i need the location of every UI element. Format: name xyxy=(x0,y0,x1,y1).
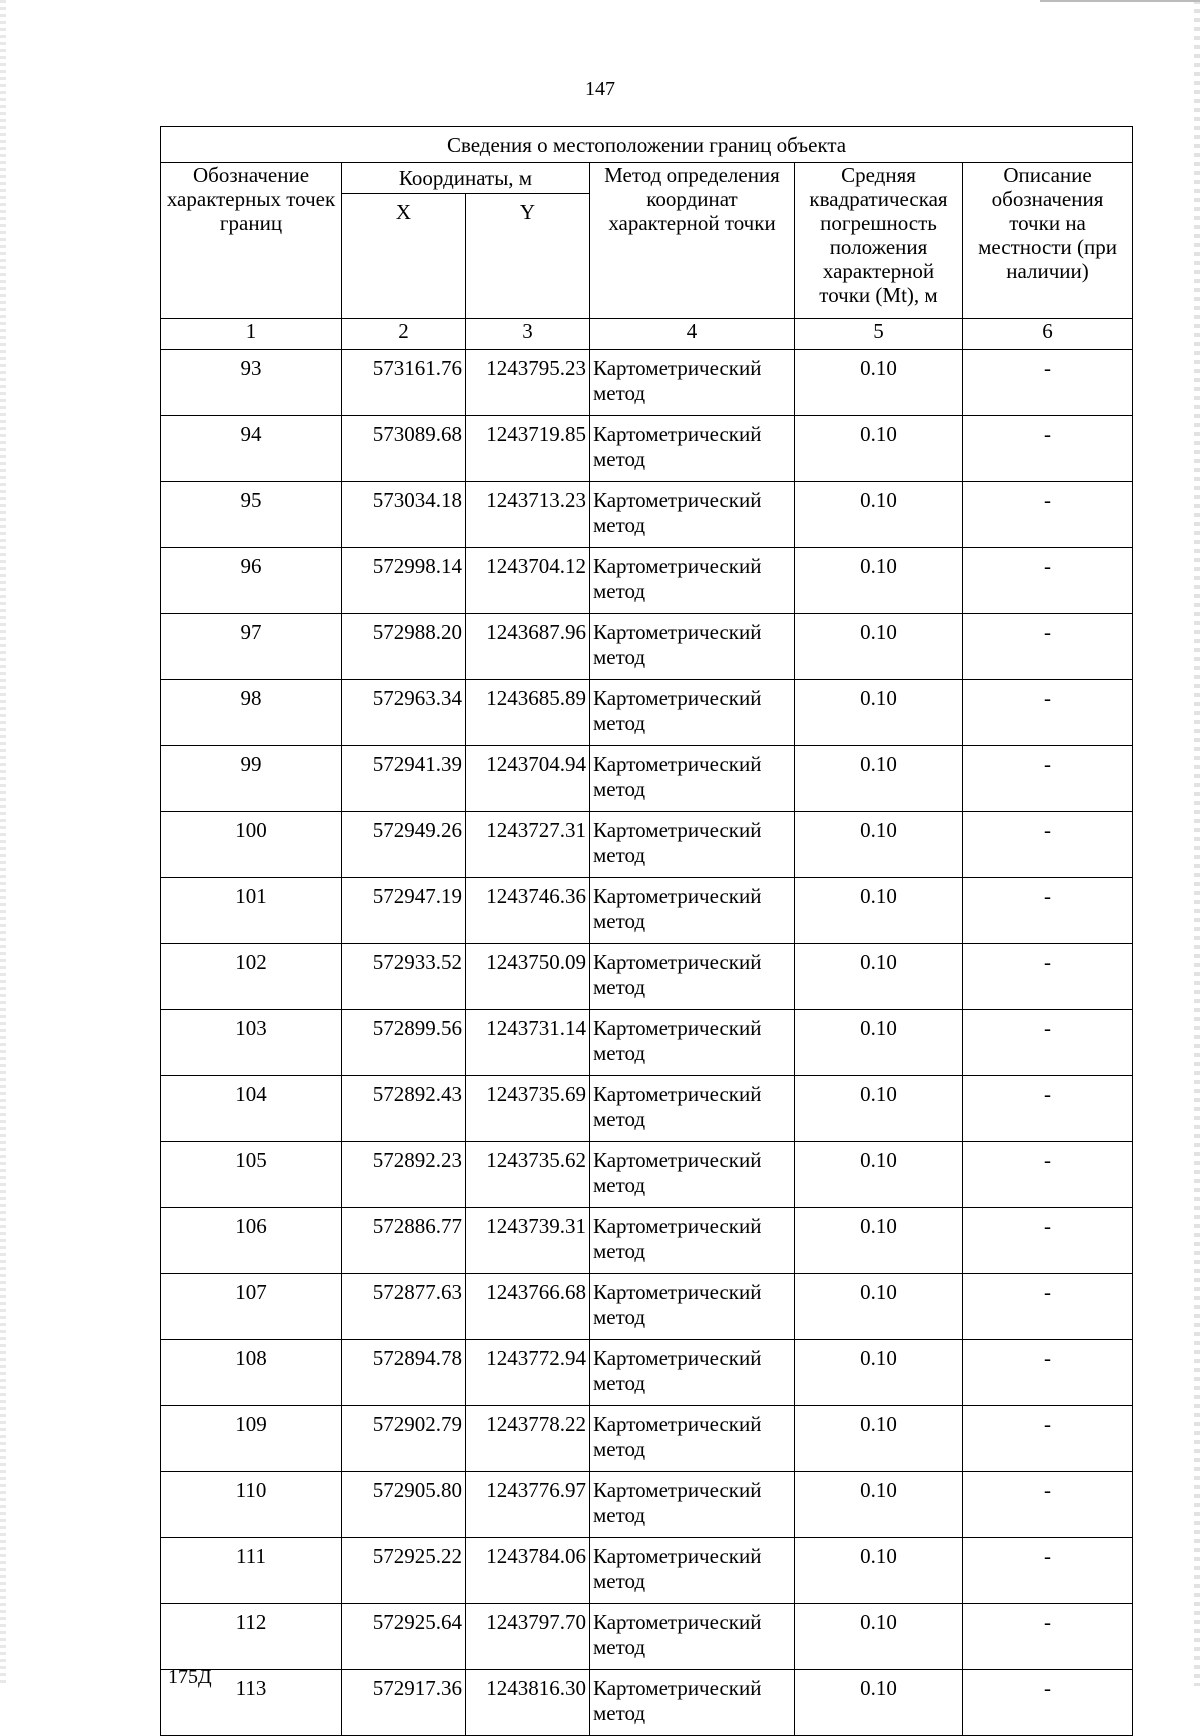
table-row xyxy=(161,746,1133,812)
cell-x: 572941.39 xyxy=(342,746,466,812)
cell-point: 104 xyxy=(161,1076,342,1142)
cell-method: Картометрический метод xyxy=(590,1340,795,1406)
cell-point: 97 xyxy=(161,614,342,680)
cell-mt: 0.10 xyxy=(795,1010,963,1076)
table-row xyxy=(161,1538,1133,1604)
cell-y: 1243795.23 xyxy=(466,350,590,416)
cell-y: 1243727.31 xyxy=(466,812,590,878)
cell-method: Картометрический метод xyxy=(590,1010,795,1076)
cell-method: Картометрический метод xyxy=(590,1142,795,1208)
cell-method: Картометрический метод xyxy=(590,416,795,482)
cell-description: - xyxy=(963,1472,1133,1538)
cell-description: - xyxy=(963,1538,1133,1604)
cell-point: 99 xyxy=(161,746,342,812)
header-method: Метод определения координат характерной точки xyxy=(590,163,795,319)
cell-description: - xyxy=(963,416,1133,482)
cell-y: 1243816.30 xyxy=(466,1670,590,1736)
cell-description: - xyxy=(963,944,1133,1010)
table-row xyxy=(161,878,1133,944)
cell-mt: 0.10 xyxy=(795,1274,963,1340)
scan-edge-right xyxy=(1194,0,1200,1686)
cell-x: 572988.20 xyxy=(342,614,466,680)
cell-x: 572998.14 xyxy=(342,548,466,614)
scan-edge-left xyxy=(0,0,6,1686)
cell-x: 572917.36 xyxy=(342,1670,466,1736)
header-y: Y xyxy=(466,194,590,319)
page-number: 147 xyxy=(585,78,615,100)
cell-mt: 0.10 xyxy=(795,1604,963,1670)
cell-mt: 0.10 xyxy=(795,878,963,944)
cell-method: Картометрический метод xyxy=(590,350,795,416)
cell-y: 1243739.31 xyxy=(466,1208,590,1274)
table-row xyxy=(161,350,1133,416)
cell-point: 96 xyxy=(161,548,342,614)
cell-x: 573034.18 xyxy=(342,482,466,548)
cell-point: 103 xyxy=(161,1010,342,1076)
column-number: 4 xyxy=(590,319,795,350)
cell-mt: 0.10 xyxy=(795,1670,963,1736)
cell-point: 100 xyxy=(161,812,342,878)
cell-description: - xyxy=(963,1670,1133,1736)
cell-x: 572892.43 xyxy=(342,1076,466,1142)
cell-method: Картометрический метод xyxy=(590,812,795,878)
scan-edge-top xyxy=(1040,0,1200,2)
cell-point: 93 xyxy=(161,350,342,416)
header-coordinates: Координаты, м xyxy=(342,163,590,194)
cell-y: 1243772.94 xyxy=(466,1340,590,1406)
cell-point: 108 xyxy=(161,1340,342,1406)
table-row xyxy=(161,1472,1133,1538)
cell-y: 1243776.97 xyxy=(466,1472,590,1538)
cell-mt: 0.10 xyxy=(795,812,963,878)
cell-point: 101 xyxy=(161,878,342,944)
cell-y: 1243778.22 xyxy=(466,1406,590,1472)
cell-point: 111 xyxy=(161,1538,342,1604)
cell-x: 572892.23 xyxy=(342,1142,466,1208)
cell-description: - xyxy=(963,1208,1133,1274)
cell-description: - xyxy=(963,812,1133,878)
cell-x: 572902.79 xyxy=(342,1406,466,1472)
cell-point: 94 xyxy=(161,416,342,482)
cell-x: 572925.22 xyxy=(342,1538,466,1604)
cell-method: Картометрический метод xyxy=(590,482,795,548)
cell-method: Картометрический метод xyxy=(590,680,795,746)
cell-x: 572905.80 xyxy=(342,1472,466,1538)
cell-mt: 0.10 xyxy=(795,1538,963,1604)
table-row xyxy=(161,482,1133,548)
cell-mt: 0.10 xyxy=(795,1472,963,1538)
cell-y: 1243784.06 xyxy=(466,1538,590,1604)
cell-x: 572894.78 xyxy=(342,1340,466,1406)
document-code: 175Д xyxy=(168,1666,212,1688)
cell-description: - xyxy=(963,614,1133,680)
table-row xyxy=(161,1406,1133,1472)
cell-y: 1243735.69 xyxy=(466,1076,590,1142)
cell-description: - xyxy=(963,1340,1133,1406)
cell-x: 573161.76 xyxy=(342,350,466,416)
cell-mt: 0.10 xyxy=(795,746,963,812)
cell-x: 572886.77 xyxy=(342,1208,466,1274)
cell-y: 1243685.89 xyxy=(466,680,590,746)
table-row xyxy=(161,1274,1133,1340)
cell-x: 572947.19 xyxy=(342,878,466,944)
cell-y: 1243797.70 xyxy=(466,1604,590,1670)
cell-description: - xyxy=(963,1406,1133,1472)
cell-x: 572963.34 xyxy=(342,680,466,746)
cell-y: 1243704.12 xyxy=(466,548,590,614)
cell-point: 106 xyxy=(161,1208,342,1274)
cell-description: - xyxy=(963,1076,1133,1142)
cell-point: 107 xyxy=(161,1274,342,1340)
header-point: Обозначение характерных точек границ xyxy=(161,163,342,319)
cell-point: 105 xyxy=(161,1142,342,1208)
cell-method: Картометрический метод xyxy=(590,1208,795,1274)
cell-method: Картометрический метод xyxy=(590,1670,795,1736)
cell-y: 1243719.85 xyxy=(466,416,590,482)
cell-description: - xyxy=(963,1604,1133,1670)
cell-description: - xyxy=(963,1142,1133,1208)
column-number: 3 xyxy=(466,319,590,350)
boundary-coordinates-table xyxy=(160,126,1133,1736)
table-body xyxy=(161,350,1133,1736)
cell-method: Картометрический метод xyxy=(590,746,795,812)
cell-x: 572899.56 xyxy=(342,1010,466,1076)
header-description: Описание обозначения точки на местности (при наличии) xyxy=(963,163,1133,319)
cell-mt: 0.10 xyxy=(795,1076,963,1142)
table-row xyxy=(161,1142,1133,1208)
cell-mt: 0.10 xyxy=(795,614,963,680)
table-row xyxy=(161,1076,1133,1142)
table-row xyxy=(161,416,1133,482)
cell-description: - xyxy=(963,878,1133,944)
cell-mt: 0.10 xyxy=(795,680,963,746)
cell-method: Картометрический метод xyxy=(590,878,795,944)
table-title: Сведения о местоположении границ объекта xyxy=(161,127,1133,163)
table-row xyxy=(161,944,1133,1010)
column-number: 2 xyxy=(342,319,466,350)
cell-mt: 0.10 xyxy=(795,1208,963,1274)
cell-mt: 0.10 xyxy=(795,1142,963,1208)
cell-mt: 0.10 xyxy=(795,416,963,482)
cell-mt: 0.10 xyxy=(795,1340,963,1406)
cell-description: - xyxy=(963,680,1133,746)
cell-x: 572933.52 xyxy=(342,944,466,1010)
cell-method: Картометрический метод xyxy=(590,944,795,1010)
cell-y: 1243750.09 xyxy=(466,944,590,1010)
cell-method: Картометрический метод xyxy=(590,1538,795,1604)
cell-point: 109 xyxy=(161,1406,342,1472)
cell-y: 1243735.62 xyxy=(466,1142,590,1208)
cell-point: 113 xyxy=(161,1670,342,1736)
cell-mt: 0.10 xyxy=(795,482,963,548)
table-row xyxy=(161,1340,1133,1406)
cell-point: 112 xyxy=(161,1604,342,1670)
cell-method: Картометрический метод xyxy=(590,1406,795,1472)
header-mt: Средняя квадратическая погрешность положения характерной точки (Mt), м xyxy=(795,163,963,319)
cell-method: Картометрический метод xyxy=(590,1604,795,1670)
cell-y: 1243746.36 xyxy=(466,878,590,944)
cell-method: Картометрический метод xyxy=(590,548,795,614)
table-row xyxy=(161,680,1133,746)
column-number: 6 xyxy=(963,319,1133,350)
cell-x: 573089.68 xyxy=(342,416,466,482)
table-row xyxy=(161,1010,1133,1076)
column-number: 5 xyxy=(795,319,963,350)
cell-description: - xyxy=(963,1274,1133,1340)
cell-y: 1243687.96 xyxy=(466,614,590,680)
column-numbers-row xyxy=(161,319,1133,350)
cell-description: - xyxy=(963,548,1133,614)
cell-point: 102 xyxy=(161,944,342,1010)
table-row xyxy=(161,614,1133,680)
cell-y: 1243766.68 xyxy=(466,1274,590,1340)
table-row xyxy=(161,1208,1133,1274)
cell-description: - xyxy=(963,350,1133,416)
table-row xyxy=(161,812,1133,878)
cell-mt: 0.10 xyxy=(795,1406,963,1472)
cell-description: - xyxy=(963,1010,1133,1076)
cell-x: 572925.64 xyxy=(342,1604,466,1670)
cell-y: 1243704.94 xyxy=(466,746,590,812)
column-number: 1 xyxy=(161,319,342,350)
cell-y: 1243731.14 xyxy=(466,1010,590,1076)
cell-x: 572949.26 xyxy=(342,812,466,878)
cell-point: 98 xyxy=(161,680,342,746)
cell-point: 95 xyxy=(161,482,342,548)
table-row xyxy=(161,1670,1133,1736)
cell-method: Картометрический метод xyxy=(590,1274,795,1340)
cell-mt: 0.10 xyxy=(795,548,963,614)
cell-method: Картометрический метод xyxy=(590,1472,795,1538)
cell-description: - xyxy=(963,746,1133,812)
table-row xyxy=(161,548,1133,614)
cell-mt: 0.10 xyxy=(795,350,963,416)
cell-mt: 0.10 xyxy=(795,944,963,1010)
header-x: X xyxy=(342,194,466,319)
cell-method: Картометрический метод xyxy=(590,614,795,680)
cell-method: Картометрический метод xyxy=(590,1076,795,1142)
cell-x: 572877.63 xyxy=(342,1274,466,1340)
cell-description: - xyxy=(963,482,1133,548)
table-row xyxy=(161,1604,1133,1670)
cell-y: 1243713.23 xyxy=(466,482,590,548)
cell-point: 110 xyxy=(161,1472,342,1538)
